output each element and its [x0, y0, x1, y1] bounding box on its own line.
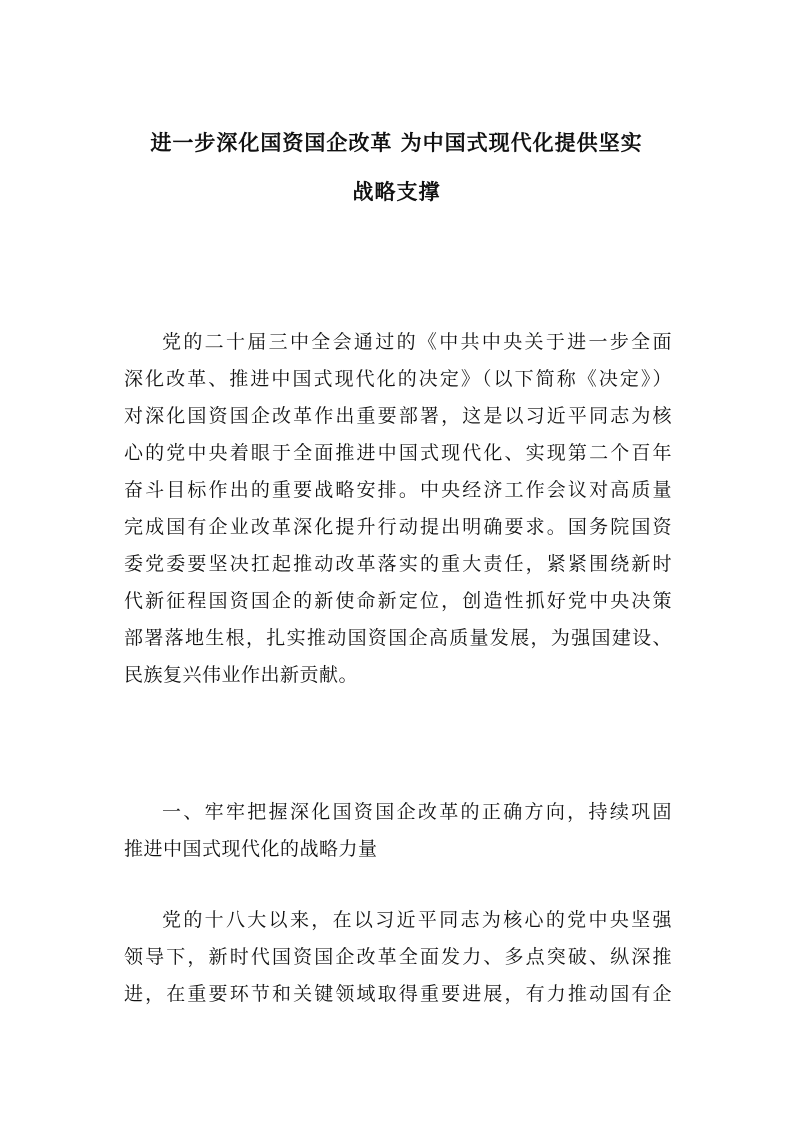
paragraph-intro	[124, 324, 672, 694]
text-line: 心的党中央着眼于全面推进中国式现代化、实现第二个百年	[124, 442, 672, 464]
text-line: 领导下，新时代国资国企改革全面发力、多点突破、纵深推	[124, 946, 672, 968]
document-title-line-2: 战略支撑	[352, 180, 441, 204]
text-line: 进，在重要环节和关键领域取得重要进展，有力推动国有企	[124, 983, 672, 1005]
section-heading-1	[124, 794, 672, 868]
text-line: 党的十八大以来，在以习近平同志为核心的党中央坚强	[162, 909, 672, 931]
text-line: 完成国有企业改革深化提升行动提出明确要求。国务院国资	[124, 516, 672, 538]
text-line: 对深化国资国企改革作出重要部署，这是以习近平同志为核	[124, 405, 672, 427]
heading-line: 一、牢牢把握深化国资国企改革的正确方向，持续巩固	[162, 801, 672, 823]
paragraph-section-1	[124, 902, 672, 1013]
heading-line: 推进中国式现代化的战略力量	[124, 838, 378, 860]
text-line: 奋斗目标作出的重要战略安排。中央经济工作会议对高质量	[124, 479, 672, 501]
text-line: 委党委要坚决扛起推动改革落实的重大责任，紧紧围绕新时	[124, 553, 672, 575]
document-title-line-1: 进一步深化国资国企改革 为中国式现代化提供坚实	[150, 131, 643, 155]
text-line: 深化改革、推进中国式现代化的决定》（以下简称《决定》）	[124, 368, 672, 390]
text-line: 代新征程国资国企的新使命新定位，创造性抓好党中央决策	[124, 590, 672, 612]
text-line: 部署落地生根，扎实推动国资国企高质量发展，为强国建设、	[124, 627, 672, 649]
text-line: 民族复兴伟业作出新贡献。	[124, 664, 359, 686]
text-line: 党的二十届三中全会通过的《中共中央关于进一步全面	[162, 331, 672, 353]
